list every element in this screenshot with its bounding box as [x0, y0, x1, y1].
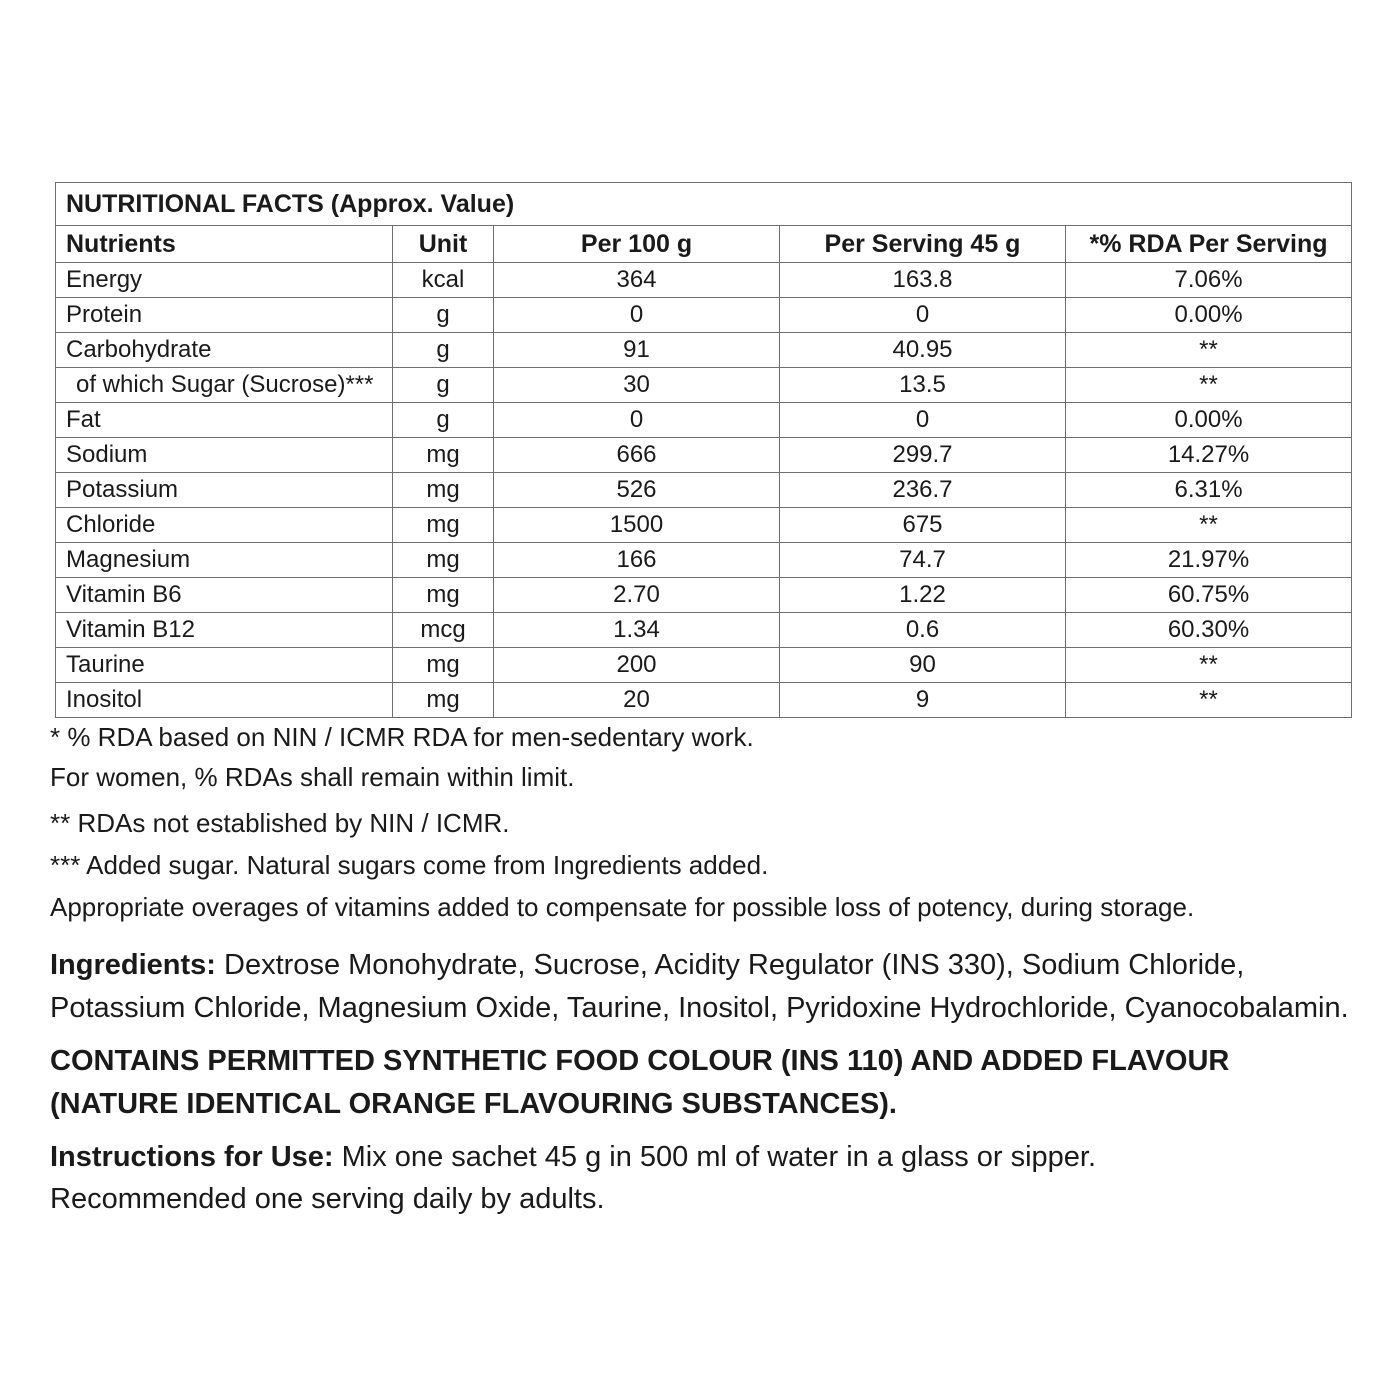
table-row [56, 543, 1352, 578]
value-rda: 60.30% [1066, 613, 1352, 648]
colour-flavour-statement [50, 1040, 1350, 1126]
nutrient-name: Energy [56, 263, 393, 298]
instructions-line-2: Recommended one serving daily by adults. [50, 1183, 605, 1215]
table-row [56, 473, 1352, 508]
value-per-serving: 0.6 [780, 613, 1066, 648]
value-rda: 21.97% [1066, 543, 1352, 578]
value-per-serving: 1.22 [780, 578, 1066, 613]
value-per-serving: 90 [780, 648, 1066, 683]
ingredients-label: Ingredients: [50, 949, 216, 981]
nutrient-unit: g [393, 298, 494, 333]
table-row [56, 438, 1352, 473]
instructions-line-1 [50, 1136, 1350, 1178]
value-per-serving: 74.7 [780, 543, 1066, 578]
table-row [56, 683, 1352, 718]
header-unit: Unit [393, 226, 494, 263]
value-per-serving: 0 [780, 298, 1066, 333]
table-row [56, 578, 1352, 613]
nutrient-name: Carbohydrate [56, 333, 393, 368]
table-title-row [56, 183, 1352, 226]
ingredients-text: Dextrose Monohydrate, Sucrose, Acidity Regulator (INS 330), Sodium Chloride, Potassium Chloride, Magnesium Oxide, Taurine, Inositol, Pyridoxine Hydrochloride, Cyanocobalamin. [50, 949, 1349, 1024]
value-rda: ** [1066, 333, 1352, 368]
value-per-100g: 1500 [494, 508, 780, 543]
note-not-established: ** RDAs not established by NIN / ICMR. [50, 808, 510, 838]
note-overages: Appropriate overages of vitamins added to compensate for possible loss of potency, during storage. [50, 892, 1195, 922]
nutrient-unit: g [393, 333, 494, 368]
note-women: For women, % RDAs shall remain within limit. [50, 762, 575, 792]
value-rda: 60.75% [1066, 578, 1352, 613]
nutrient-name: Magnesium [56, 543, 393, 578]
value-rda: 14.27% [1066, 438, 1352, 473]
nutrient-name: Fat [56, 403, 393, 438]
value-rda: 7.06% [1066, 263, 1352, 298]
header-per-serving: Per Serving 45 g [780, 226, 1066, 263]
value-per-serving: 0 [780, 403, 1066, 438]
value-per-serving: 299.7 [780, 438, 1066, 473]
value-per-100g: 526 [494, 473, 780, 508]
value-per-100g: 91 [494, 333, 780, 368]
nutrient-unit: mg [393, 473, 494, 508]
nutrient-name: Taurine [56, 648, 393, 683]
note-added-sugar: *** Added sugar. Natural sugars come from Ingredients added. [50, 850, 769, 880]
value-per-100g: 20 [494, 683, 780, 718]
nutrient-name: Sodium [56, 438, 393, 473]
value-per-100g: 200 [494, 648, 780, 683]
header-per-100g: Per 100 g [494, 226, 780, 263]
nutrient-unit: mg [393, 683, 494, 718]
value-rda: 0.00% [1066, 298, 1352, 333]
header-rda: *% RDA Per Serving [1066, 226, 1352, 263]
header-nutrients: Nutrients [56, 226, 393, 263]
table-row [56, 333, 1352, 368]
nutrient-unit: mg [393, 508, 494, 543]
table-row [56, 368, 1352, 403]
instructions-label: Instructions for Use: [50, 1141, 334, 1173]
nutrient-unit: mg [393, 543, 494, 578]
value-rda: ** [1066, 683, 1352, 718]
table-row [56, 298, 1352, 333]
value-per-serving: 9 [780, 683, 1066, 718]
value-per-100g: 0 [494, 298, 780, 333]
nutrient-unit: mg [393, 438, 494, 473]
nutrient-name: Protein [56, 298, 393, 333]
table-row [56, 263, 1352, 298]
instructions-text: Mix one sachet 45 g in 500 ml of water in a glass or sipper. [333, 1141, 1097, 1173]
nutrient-unit: kcal [393, 263, 494, 298]
table-row [56, 403, 1352, 438]
nutrition-table [55, 182, 1352, 718]
value-rda: ** [1066, 368, 1352, 403]
value-per-serving: 236.7 [780, 473, 1066, 508]
value-per-serving: 675 [780, 508, 1066, 543]
nutrition-table-body [56, 183, 1352, 718]
nutrient-unit: mg [393, 648, 494, 683]
nutrient-unit: g [393, 403, 494, 438]
value-per-100g: 1.34 [494, 613, 780, 648]
value-per-serving: 40.95 [780, 333, 1066, 368]
nutrient-name: Inositol [56, 683, 393, 718]
value-per-serving: 13.5 [780, 368, 1066, 403]
contains-line-1: CONTAINS PERMITTED SYNTHETIC FOOD COLOUR (INS 110) AND ADDED FLAVOUR [50, 1045, 1230, 1077]
nutrient-unit: mcg [393, 613, 494, 648]
value-per-100g: 30 [494, 368, 780, 403]
value-per-100g: 166 [494, 543, 780, 578]
value-rda: 6.31% [1066, 473, 1352, 508]
value-per-100g: 364 [494, 263, 780, 298]
instructions [50, 1136, 1350, 1220]
value-rda: ** [1066, 508, 1352, 543]
note-rda-basis: * % RDA based on NIN / ICMR RDA for men-sedentary work. [50, 722, 754, 752]
table-header-row [56, 226, 1352, 263]
table-title: NUTRITIONAL FACTS (Approx. Value) [56, 183, 1352, 226]
nutrient-name: Potassium [56, 473, 393, 508]
nutrient-unit: g [393, 368, 494, 403]
value-rda: ** [1066, 648, 1352, 683]
ingredients [50, 944, 1350, 1030]
nutrient-name: Chloride [56, 508, 393, 543]
nutrient-name: of which Sugar (Sucrose)*** [56, 368, 393, 403]
nutrient-name: Vitamin B12 [56, 613, 393, 648]
value-per-serving: 163.8 [780, 263, 1066, 298]
value-per-100g: 0 [494, 403, 780, 438]
nutrient-unit: mg [393, 578, 494, 613]
table-row [56, 508, 1352, 543]
table-row [56, 613, 1352, 648]
nutrient-name: Vitamin B6 [56, 578, 393, 613]
value-per-100g: 666 [494, 438, 780, 473]
value-per-100g: 2.70 [494, 578, 780, 613]
value-rda: 0.00% [1066, 403, 1352, 438]
contains-line-2: (NATURE IDENTICAL ORANGE FLAVOURING SUBSTANCES). [50, 1088, 897, 1120]
table-row [56, 648, 1352, 683]
